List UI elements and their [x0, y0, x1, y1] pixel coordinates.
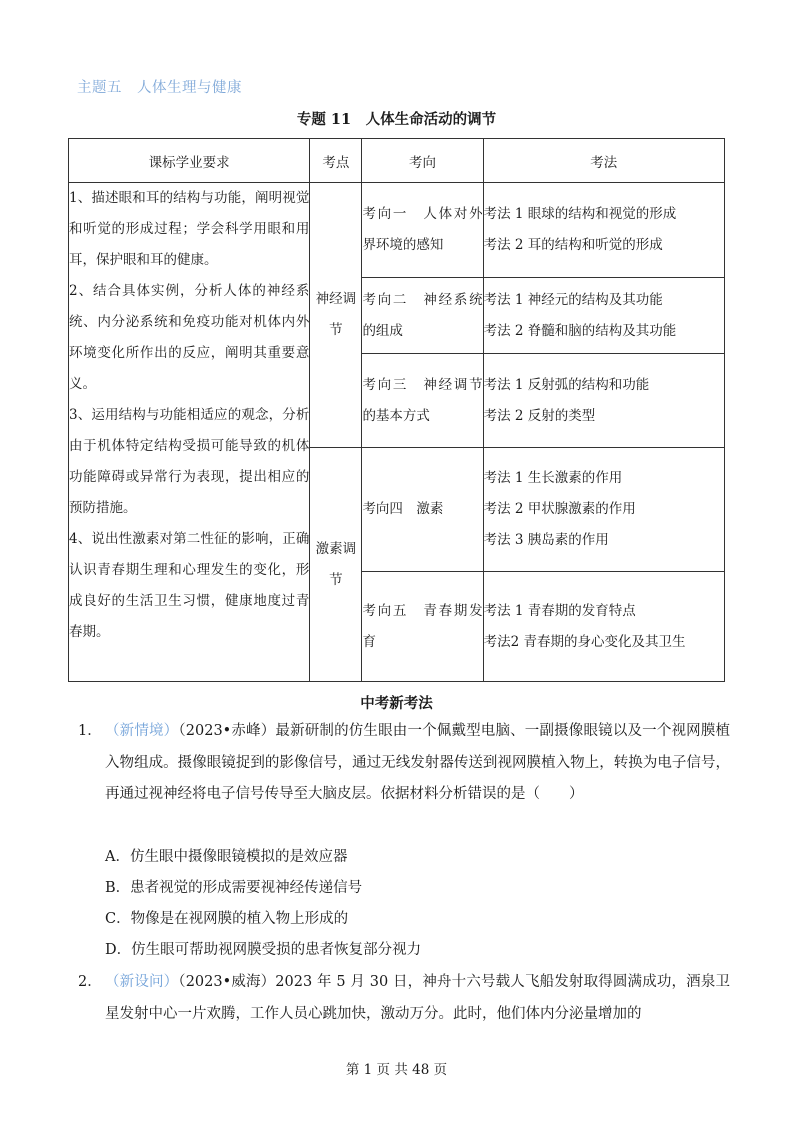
- direction-cell: 考向二 神经系统的组成: [362, 278, 483, 354]
- option-c: C．物像是在视网膜的植入物上形成的: [105, 911, 349, 927]
- method-cell: [483, 183, 724, 278]
- question-number: 2．: [78, 974, 102, 990]
- direction-cell: 考向一 人体对外界环境的感知: [362, 183, 483, 278]
- direction-cell: 考向五 青春期发育: [362, 572, 483, 682]
- point-hormonal: 激素调节: [310, 448, 362, 682]
- header-method: 考法: [483, 139, 724, 183]
- method-cell: [483, 448, 724, 572]
- requirements-cell: [69, 183, 310, 682]
- method-item: 考法 3 胰岛素的作用: [483, 532, 609, 548]
- requirement-item: 1、描述眼和耳的结构与功能，阐明视觉和听觉的形成过程；学会科学用眼和用耳，保护眼和耳的健康。: [69, 190, 310, 268]
- method-cell: [483, 354, 724, 448]
- method-cell: [483, 572, 724, 682]
- requirement-item: 4、说出性激素对第二性征的影响，正确认识青春期生理和心理发生的变化，形成良好的生活卫生习惯，健康地度过青春期。: [69, 531, 310, 640]
- curriculum-table: [68, 138, 725, 682]
- page-title: 专题 11 人体生命活动的调节: [296, 111, 497, 128]
- option-d: D．仿生眼可帮助视网膜受损的患者恢复部分视力: [105, 942, 422, 958]
- method-item: 考法 1 反射弧的结构和功能: [483, 376, 650, 393]
- method-item: 考法 1 神经元的结构及其功能: [483, 291, 663, 308]
- requirement-item: 3、运用结构与功能相适应的观念，分析由于机体特定结构受损可能导致的机体功能障碍或异常行为表现，提出相应的预防措施。: [69, 407, 310, 516]
- header-requirements: 课标学业要求: [69, 139, 310, 183]
- question-text: （2023•威海）2023 年 5 月 30 日，神舟十六号载人飞船发射取得圆满成功，酒泉卫星发射中心一片欢腾，工作人员心跳加快，激动万分。此时，他们体内分泌量增加的: [105, 974, 731, 1022]
- header-direction: 考向: [362, 139, 483, 183]
- topic-heading: 主题五 人体生理与健康: [77, 80, 242, 96]
- method-item: 考法 1 眼球的结构和视觉的形成: [483, 206, 677, 222]
- question-stem: [105, 967, 730, 1030]
- direction-cell: 考向三 神经调节的基本方式: [362, 354, 483, 448]
- method-item: 考法 1 青春期的发育特点: [483, 602, 636, 619]
- table-row: [69, 183, 725, 278]
- question-tag: （新设问）: [105, 974, 179, 990]
- header-point: 考点: [310, 139, 362, 183]
- page-footer: 第 1 页 共 48 页: [345, 1062, 448, 1078]
- question-stem: [105, 716, 730, 811]
- question-2: [78, 967, 730, 1030]
- question-1: [78, 716, 730, 811]
- question-tag: （新情境）: [105, 723, 179, 739]
- method-item: 考法 2 反射的类型: [483, 407, 596, 424]
- section-title: 中考新考法: [360, 695, 433, 712]
- method-cell: [483, 278, 724, 354]
- method-item: 考法 2 耳的结构和听觉的形成: [483, 237, 663, 253]
- point-neural: 神经调节: [310, 183, 362, 448]
- requirement-item: 2、结合具体实例，分析人体的神经系统、内分泌系统和免疫功能对机体内外环境变化所作出的反应，阐明其重要意义。: [69, 283, 310, 392]
- question-number: 1．: [78, 723, 102, 739]
- direction-cell: 考向四 激素: [362, 448, 483, 572]
- method-item: 考法 2 脊髓和脑的结构及其功能: [483, 322, 677, 339]
- option-a: A．仿生眼中摄像眼镜模拟的是效应器: [105, 849, 348, 865]
- table-header-row: [69, 139, 725, 183]
- method-item: 考法 1 生长激素的作用: [483, 470, 623, 486]
- question-text: （2023•赤峰）最新研制的仿生眼由一个佩戴型电脑、一副摄像眼镜以及一个视网膜植入物组成。摄像眼镜捉到的影像信号，通过无线发射器传送到视网膜植入物上，转换为电子信号，再通过视神经将电子信号传导至大脑皮层。依据材料分析错误的是（ ）: [105, 723, 731, 802]
- option-b: B．患者视觉的形成需要视神经传递信号: [105, 880, 363, 896]
- method-item: 考法2 青春期的身心变化及其卫生: [483, 633, 686, 650]
- method-item: 考法 2 甲状腺激素的作用: [483, 501, 636, 517]
